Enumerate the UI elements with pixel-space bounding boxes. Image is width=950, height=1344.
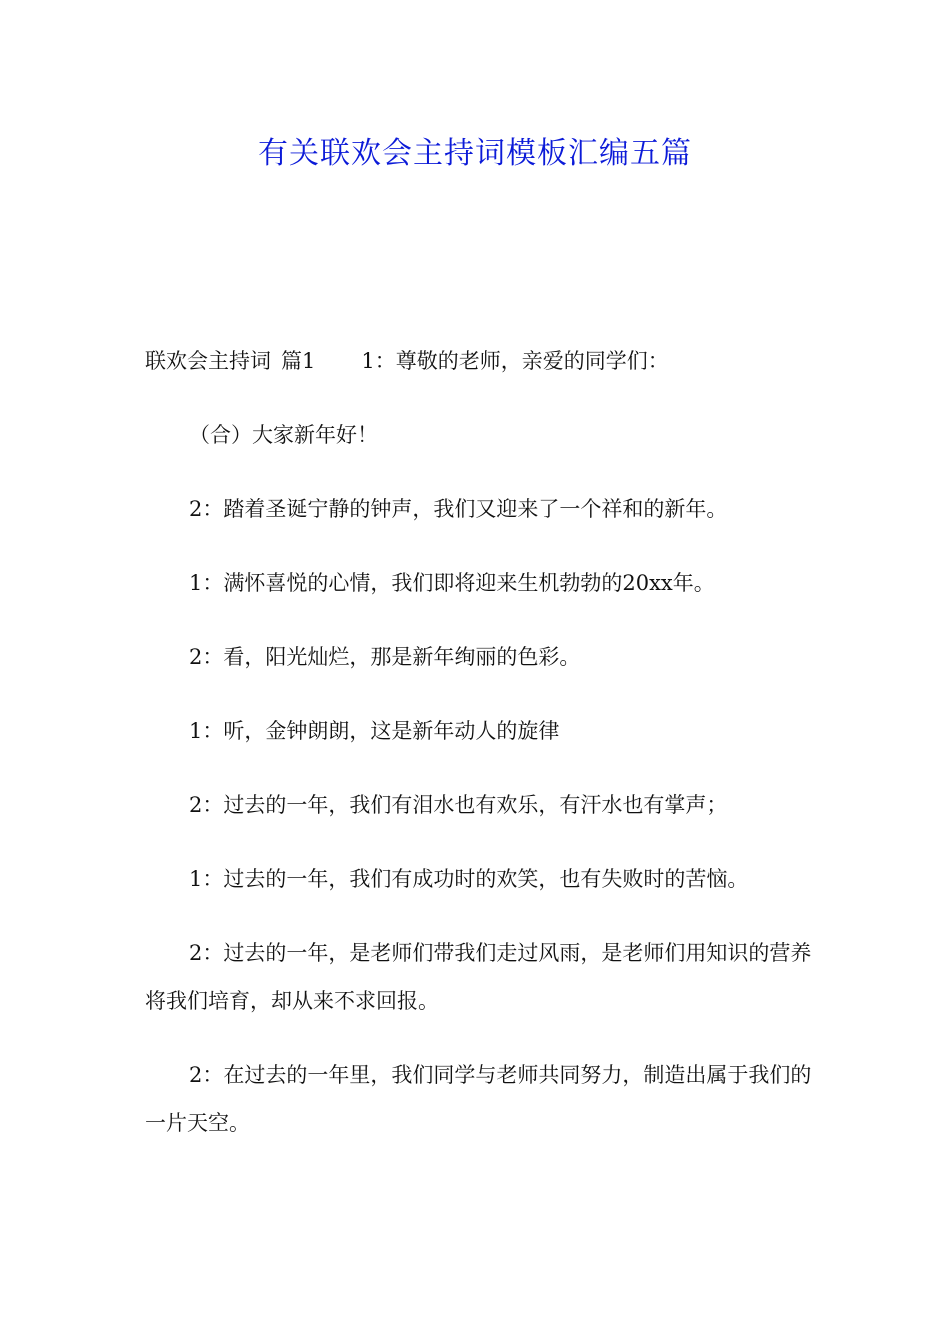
paragraph: （合）大家新年好！ bbox=[189, 423, 378, 447]
document-body bbox=[145, 337, 825, 1173]
intro-heading: 联欢会主持词 bbox=[145, 349, 271, 373]
paragraph: 1：过去的一年，我们有成功时的欢笑，也有失败时的苦恼。 bbox=[189, 867, 749, 891]
paragraph: 1：听，金钟朗朗，这是新年动人的旋律 bbox=[189, 719, 560, 743]
intro-section: 篇1 bbox=[281, 349, 316, 373]
page-title: 有关联欢会主持词模板汇编五篇 bbox=[258, 136, 692, 171]
paragraph: 2：过去的一年，是老师们带我们走过风雨，是老师们用知识的营养将我们培育，却从来不求回报。 bbox=[145, 941, 812, 1013]
paragraph: 2：看，阳光灿烂，那是新年绚丽的色彩。 bbox=[189, 645, 581, 669]
intro-text: 1：尊敬的老师，亲爱的同学们： bbox=[361, 349, 669, 373]
intro-line bbox=[145, 337, 825, 385]
paragraph: 2：在过去的一年里，我们同学与老师共同努力，制造出属于我们的一片天空。 bbox=[145, 1063, 812, 1135]
paragraph: 2：过去的一年，我们有泪水也有欢乐，有汗水也有掌声； bbox=[189, 793, 728, 817]
paragraph: 2：踏着圣诞宁静的钟声，我们又迎来了一个祥和的新年。 bbox=[189, 497, 728, 521]
paragraph: 1：满怀喜悦的心情，我们即将迎来生机勃勃的20xx年。 bbox=[189, 571, 715, 595]
